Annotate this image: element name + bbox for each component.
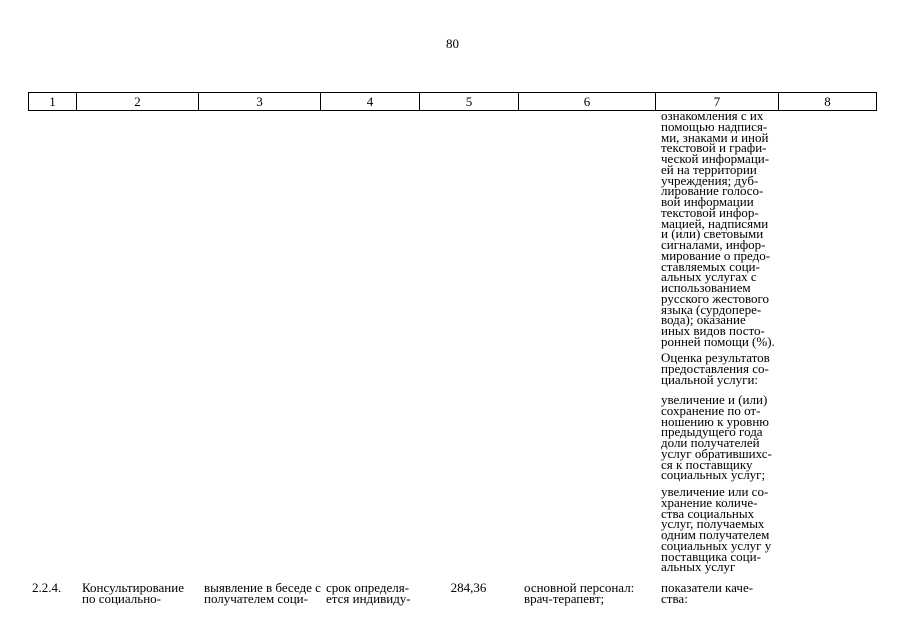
header-cell-2: 2 — [76, 92, 198, 111]
header-cell-3: 3 — [198, 92, 320, 111]
header-cell-5: 5 — [419, 92, 518, 111]
row-cell-2: Консультирование по социально- — [82, 580, 184, 606]
col7-continuation-paragraph: увеличение или со- хранение количе- ства социальных услуг, получаемых одним получателем социальных услуг у поставщика соци- альных услуг — [661, 484, 772, 575]
page-number: 80 — [446, 36, 459, 51]
row-cell-1: 2.2.4. — [32, 580, 62, 595]
row-cell-4: срок определя- ется индивиду- — [326, 580, 411, 606]
col7-continuation-paragraph: Оценка результатов предоставления со- циальной услуги: — [661, 350, 770, 387]
row-cell-5: 284,36 — [450, 580, 487, 595]
row-cell-6: основной персонал: врач-терапевт; — [524, 580, 635, 606]
header-cell-7: 7 — [655, 92, 778, 111]
header-cell-8: 8 — [778, 92, 877, 111]
col7-continuation-paragraph: ознакомления с их помощью надпися- ми, знаками и иной текстовой и графи- ческой информаци- ей на территории учреждения; дуб- лирование голосо- вой информации текстовой инфор- мацией, надписями и (или) световыми сигналами, инфор- мирование о предо- ставляемых соци- альных услугах с использованием русского жестового языка (сурдопере- вода); оказание иных видов посто- ронней помощи (%). — [661, 108, 775, 349]
header-cell-6: 6 — [518, 92, 655, 111]
row-cell-7: показатели каче- ства: — [661, 580, 754, 606]
col7-continuation-paragraph: увеличение и (или) сохранение по от- ношению к уровню предыдущего года доли получателей услуг обратившихс- ся к поставщику социальных услуг; — [661, 392, 772, 483]
row-cell-3: выявление в беседе с получателем соци- — [204, 580, 321, 606]
header-cell-1: 1 — [28, 92, 76, 111]
header-cell-4: 4 — [320, 92, 419, 111]
